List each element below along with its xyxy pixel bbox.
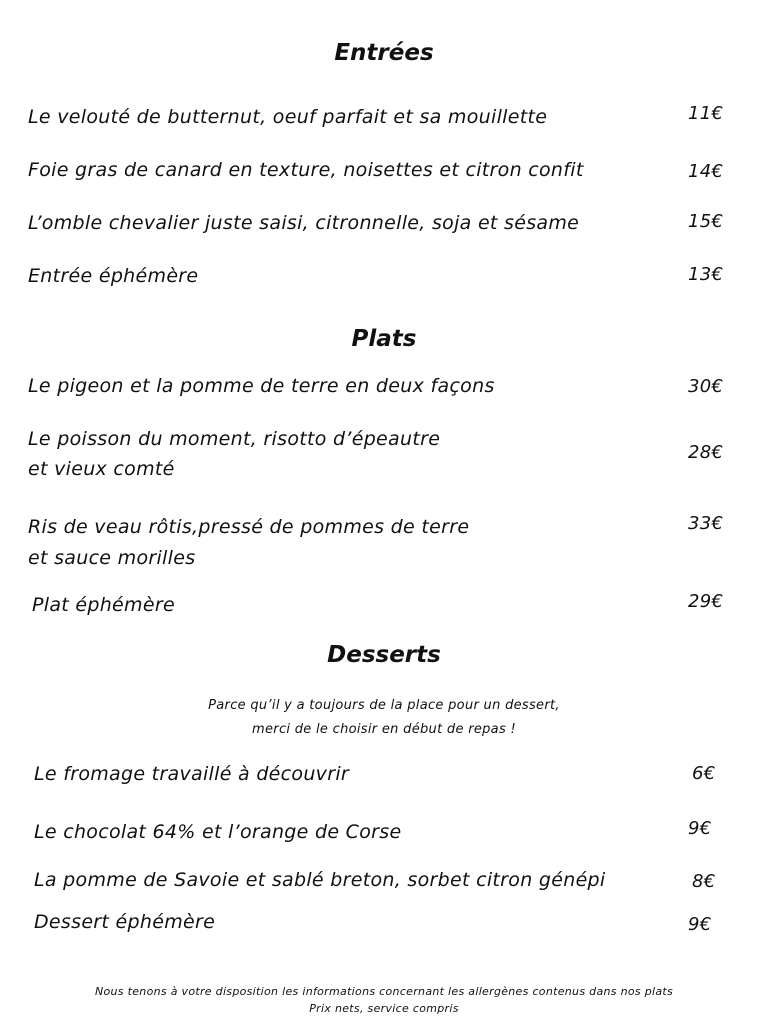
menu-item-name-line1: Le poisson du moment, risotto d’épeautre (28, 428, 441, 450)
menu-item-name-line1: Ris de veau rôtis,pressé de pommes de terre (28, 516, 470, 538)
menu-item-price: 6€ (692, 763, 716, 784)
menu-item-name-line2: et vieux comté (28, 458, 175, 480)
menu-item-name: Plat éphémère (32, 594, 175, 616)
price-notice: Prix nets, service compris (309, 1002, 459, 1015)
menu-item-price: 11€ (688, 103, 724, 124)
menu-item-price: 30€ (688, 376, 724, 397)
menu-item-price: 9€ (688, 818, 712, 839)
allergen-notice: Nous tenons à votre disposition les informations concernant les allergènes contenus dans nos plats (94, 985, 674, 998)
menu-item-name: Le velouté de butternut, oeuf parfait et sa mouillette (28, 106, 548, 128)
menu-item-price: 28€ (688, 442, 724, 463)
menu-item-name: Entrée éphémère (28, 265, 199, 287)
menu-item-price: 29€ (688, 591, 724, 612)
menu-item-name: Le fromage travaillé à découvrir (34, 763, 350, 785)
menu-item-price: 8€ (692, 871, 716, 892)
section-title-entrees: Entrées (334, 40, 434, 66)
section-title-plats: Plats (351, 326, 417, 352)
menu-item-price: 33€ (688, 513, 724, 534)
menu-item-price: 14€ (688, 161, 724, 182)
menu-item-name-line2: et sauce morilles (28, 547, 196, 569)
menu-item-name: Dessert éphémère (34, 911, 216, 933)
menu-item-price: 15€ (688, 211, 724, 232)
menu-item-price: 9€ (688, 914, 712, 935)
menu-item-name: Foie gras de canard en texture, noisettes et citron confit (28, 159, 584, 181)
menu-item-name: Le chocolat 64% et l’orange de Corse (34, 821, 402, 843)
dessert-note-line2: merci de le choisir en début de repas ! (252, 722, 516, 737)
menu-item-name: L’omble chevalier juste saisi, citronnelle, soja et sésame (28, 212, 580, 234)
dessert-note-line1: Parce qu’il y a toujours de la place pour un dessert, (208, 698, 560, 713)
section-title-desserts: Desserts (327, 642, 441, 668)
menu-item-price: 13€ (688, 264, 724, 285)
menu-item-name: La pomme de Savoie et sablé breton, sorbet citron génépi (34, 869, 606, 891)
menu-item-name: Le pigeon et la pomme de terre en deux façons (28, 375, 495, 397)
